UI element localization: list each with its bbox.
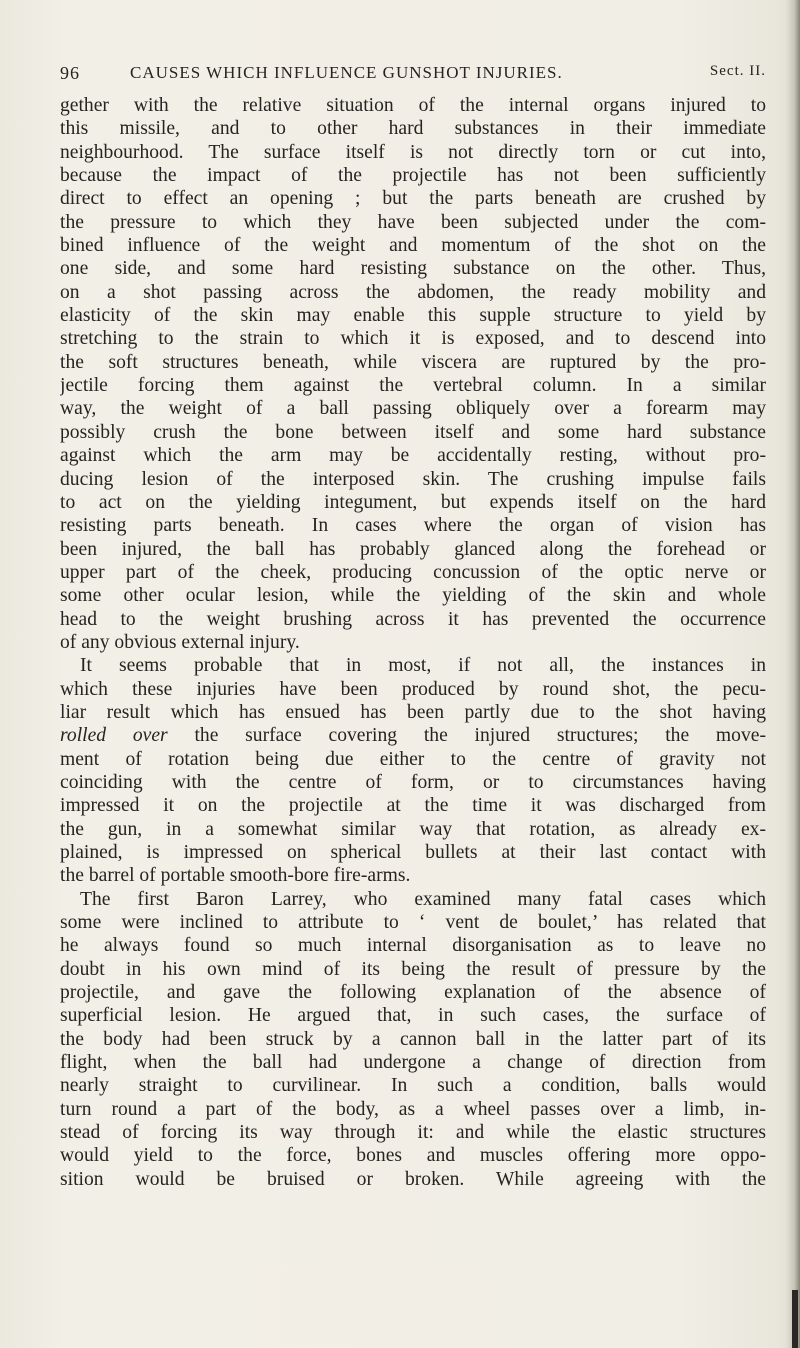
text-line: against which the arm may be accidentally resting, without pro- — [60, 445, 766, 467]
text-line: which these injuries have been produced by round shot, the pecu- — [60, 678, 766, 700]
paragraph-start-line: It seems probable that in most, if not all, the instances in — [80, 655, 766, 677]
text-line: nearly straight to curvilinear. In such a condition, balls would — [60, 1075, 766, 1097]
text-line: this missile, and to other hard substances in their immediate — [60, 118, 766, 140]
text-line: upper part of the cheek, producing concussion of the optic nerve or — [60, 561, 766, 583]
paragraph-end-line: of any obvious external injury. — [60, 631, 300, 653]
emphasis-text: rolled over — [60, 725, 168, 747]
text-line: some were inclined to attribute to ‘ vent de boulet,’ has related that — [60, 912, 766, 934]
text-line: gether with the relative situation of the internal organs injured to — [60, 95, 766, 116]
text-line: liar result which has ensued has been partly due to the shot having — [60, 701, 766, 723]
text-line: plained, is impressed on spherical bullets at their last contact with — [60, 842, 766, 863]
page-edge-shadow — [786, 0, 800, 1348]
text-line: rolled over the surface covering the injured structures; the move- — [60, 725, 766, 747]
text-line: possibly crush the bone between itself and some hard substance — [60, 421, 766, 443]
page-number: 96 — [60, 63, 80, 83]
text-line: superficial lesion. He argued that, in such cases, the surface of — [60, 1005, 766, 1027]
text-line: turn round a part of the body, as a wheel passes over a limb, in- — [60, 1098, 766, 1120]
text-line: would yield to the force, bones and muscles offering more oppo- — [60, 1145, 766, 1167]
page-edge-mark — [792, 1290, 798, 1348]
text-line: he always found so much internal disorganisation as to leave no — [60, 935, 766, 957]
text-line: some other ocular lesion, while the yielding of the skin and whole — [60, 585, 766, 607]
text-line: one side, and some hard resisting substance on the other. Thus, — [60, 258, 766, 280]
text-line: flight, when the ball had undergone a change of direction from — [60, 1052, 766, 1074]
text-line: stretching to the strain to which it is exposed, and to descend into — [60, 328, 766, 350]
paragraph-start-line: The first Baron Larrey, who examined many fatal cases which — [80, 888, 766, 910]
text-line: way, the weight of a ball passing obliquely over a forearm may — [60, 398, 766, 420]
text-line: to act on the yielding integument, but expends itself on the hard — [60, 491, 766, 513]
text-line: direct to effect an opening ; but the parts beneath are crushed by — [60, 188, 766, 210]
text-line: coinciding with the centre of form, or to circumstances having — [60, 771, 766, 793]
text-line: the gun, in a somewhat similar way that rotation, as already ex- — [60, 818, 766, 840]
text-line: bined influence of the weight and momentum of the shot on the — [60, 235, 766, 257]
text-line: resisting parts beneath. In cases where the organ of vision has — [60, 515, 766, 537]
text-line: sition would be bruised or broken. While agreeing with the — [60, 1168, 766, 1190]
text-line: stead of forcing its way through it: and while the elastic structures — [60, 1122, 766, 1144]
text-line: the body had been struck by a cannon ball in the latter part of its — [60, 1028, 766, 1050]
text-line: ducing lesion of the interposed skin. The crushing impulse fails — [60, 468, 766, 490]
body-text — [60, 94, 766, 1191]
text-line: projectile, and gave the following explanation of the absence of — [60, 982, 766, 1004]
text-line: doubt in his own mind of its being the result of pressure by the — [60, 958, 766, 980]
text-line: the pressure to which they have been subjected under the com- — [60, 211, 766, 233]
running-title: CAUSES WHICH INFLUENCE GUNSHOT INJURIES. — [130, 63, 563, 82]
text-line: on a shot passing across the abdomen, the ready mobility and — [60, 281, 766, 303]
text-line: head to the weight brushing across it has prevented the occurrence — [60, 608, 766, 630]
text-line: jectile forcing them against the vertebral column. In a similar — [60, 375, 766, 397]
text-line: the soft structures beneath, while viscera are ruptured by the pro- — [60, 351, 766, 373]
text-line: because the impact of the projectile has not been sufficiently — [60, 165, 766, 187]
text-line: been injured, the ball has probably glanced along the forehead or — [60, 538, 766, 560]
text-line: impressed it on the projectile at the time it was discharged from — [60, 795, 766, 817]
text-line: neighbourhood. The surface itself is not directly torn or cut into, — [60, 141, 766, 163]
running-header — [60, 63, 766, 87]
section-label: Sect. II. — [709, 63, 766, 79]
text-line: elasticity of the skin may enable this supple structure to yield by — [60, 305, 766, 327]
text-line: ment of rotation being due either to the centre of gravity not — [60, 748, 766, 770]
paragraph-end-line: the barrel of portable smooth-bore fire-arms. — [60, 865, 411, 887]
